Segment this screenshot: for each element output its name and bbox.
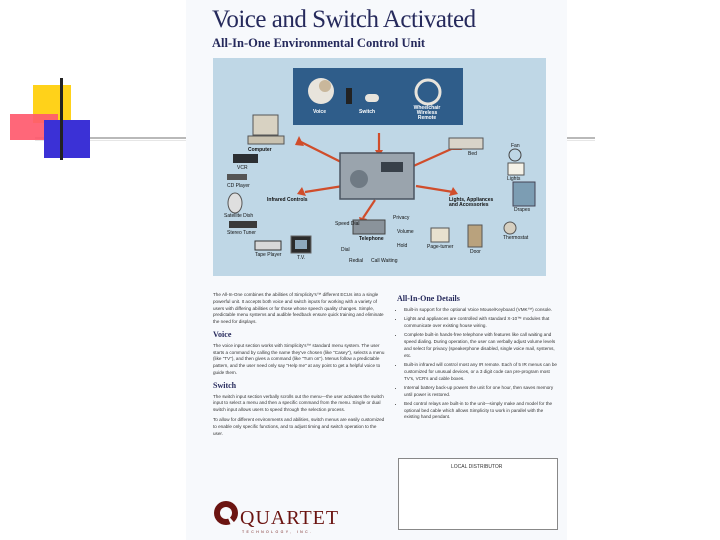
quartet-logo-tagline: TECHNOLOGY, INC. [242, 530, 314, 534]
details-item: • Bed control relays are built-in to the unit—simply make and model for the optional bed cable which allows Simplicity to work in parallel with the existing hand pendant. [404, 401, 557, 421]
label-bed: Bed [468, 151, 477, 157]
details-list [397, 307, 557, 421]
drapes-icon [513, 182, 535, 206]
label-telephone: Telephone [359, 236, 384, 242]
label-stereo-tuner: Stereo Tuner [227, 230, 256, 236]
label-lights: Lights [507, 176, 521, 182]
diagram-graphics [213, 58, 546, 276]
brochure-title: Voice and Switch Activated [212, 6, 476, 33]
right-column [397, 290, 557, 424]
switch-icon [365, 94, 379, 102]
stereo-tuner-icon [229, 221, 257, 228]
details-heading: All-In-One Details [397, 294, 460, 303]
tape-player-icon [255, 241, 281, 250]
details-item: • Built-in support for the optional Voice Mouse/Keyboard (VMK™) console. [404, 307, 557, 314]
label-lights-appliances: Lights, Appliances and Accessories [449, 197, 494, 208]
label-speed-dial: Speed Dial [335, 221, 360, 227]
local-distributor-label: LOCAL DISTRIBUTOR [451, 464, 503, 470]
details-item: • Built-in infrared will control most any IR remote. Each of 5 IR menus can be customized for unusual devices, or a 3 digit code can pre-program most TV's, VCR's and cable boxes. [404, 362, 557, 382]
label-volume: Volume [397, 229, 414, 235]
label-wireless-remote: Wheelchair Wireless Remote [413, 105, 441, 121]
voice-paragraph: The voice input section works with Simplicity's™ standard menu system. The user starts a command by calling the name they've chosen (like "Casey"), selects a menu (like "TV"), and then gives a command (like "Turn on"). Menus follow a predictable pattern, and the user need only say "Help me" at any point to get a helpful voice to guide them. [213, 342, 385, 375]
thermostat-icon [504, 222, 516, 234]
satellite-dish-icon [228, 193, 242, 213]
label-thermostat: Thermostat [503, 235, 529, 241]
deco-vertical-line [60, 78, 63, 160]
label-hold: Hold [397, 243, 408, 249]
label-fan: Fan [511, 143, 520, 149]
microphone-icon [346, 88, 352, 104]
computer-icon [253, 115, 278, 135]
label-redial: Redial [349, 258, 364, 264]
door-icon [468, 225, 482, 247]
system-diagram [213, 58, 546, 276]
deco-blue-square [44, 120, 90, 158]
label-page-turner: Page-turner [427, 244, 454, 250]
lights-icon [508, 163, 524, 175]
switch-heading: Switch [213, 380, 237, 390]
label-door: Door [470, 249, 481, 255]
switch-paragraph: The switch input section verbally scrolls out the menu—the user activates the switch input to select a menu and then a specific command from the menu. Single or dual switch input allows users to speed through the selection process. [213, 393, 384, 413]
label-drapes: Drapes [514, 207, 531, 213]
label-vcr: VCR [237, 165, 248, 171]
label-voice: Voice [313, 109, 326, 115]
label-call-waiting: Call Waiting [371, 258, 398, 264]
quartet-logo [212, 498, 357, 534]
label-privacy: Privacy [393, 215, 410, 221]
page-turner-icon [431, 228, 449, 242]
details-item: • Internal battery back-up powers the unit for one hour, then saves memory until power is restored. [404, 385, 557, 399]
switch-paragraph-2: To allow for different environments and abilities, switch menus are easily customized to enable only specific functions, and to adjust timing and switch operation to the user. [213, 417, 385, 436]
details-item: • Lights and appliances are controlled with standard X-10™ modules that communicate over existing house wiring. [404, 316, 557, 330]
arrow-telephone [363, 200, 375, 218]
label-switch: Switch [359, 109, 376, 115]
cd-player-icon [227, 174, 247, 180]
label-dial: Dial [341, 247, 350, 253]
quartet-logo-name: QUARTET [240, 507, 340, 529]
voice-heading: Voice [213, 329, 232, 339]
left-column [213, 292, 385, 440]
vcr-icon [233, 154, 258, 163]
bed-icon [449, 138, 483, 149]
label-cd-player: CD Player [227, 183, 250, 189]
intro-paragraph: The All-In-One combines the abilities of Simplicity's™ different ECUs into a single powerful unit. It accepts both voice and switch inputs for working with a variety of users with differing abilities or for those whose speech quality changes. Simple, predictable menu systems and audible feedback ensure quick training and eliminate the need for displays. [213, 292, 384, 325]
quartet-q-mark-icon [212, 498, 240, 530]
fan-icon [509, 149, 521, 161]
arrow-lights [416, 186, 453, 192]
local-distributor-box [398, 458, 558, 530]
label-tv: T.V. [297, 255, 306, 261]
details-item: • Complete built-in hands-free telephone with features like call waiting and speed dialing. During operation, the user can verbally adjust volume levels and select for privacy (speakerphone disabled, single voice mail, systems, etc. [404, 332, 557, 359]
arrow-infrared [305, 186, 343, 192]
label-satellite-dish: Satellite Dish [224, 213, 254, 219]
label-computer: Computer [248, 147, 272, 153]
label-tape-player: Tape Player [255, 252, 282, 258]
label-infrared-controls: Infrared Controls [267, 197, 308, 203]
brochure-page [186, 0, 567, 540]
brochure-subtitle: All-In-One Environmental Control Unit [212, 36, 426, 50]
